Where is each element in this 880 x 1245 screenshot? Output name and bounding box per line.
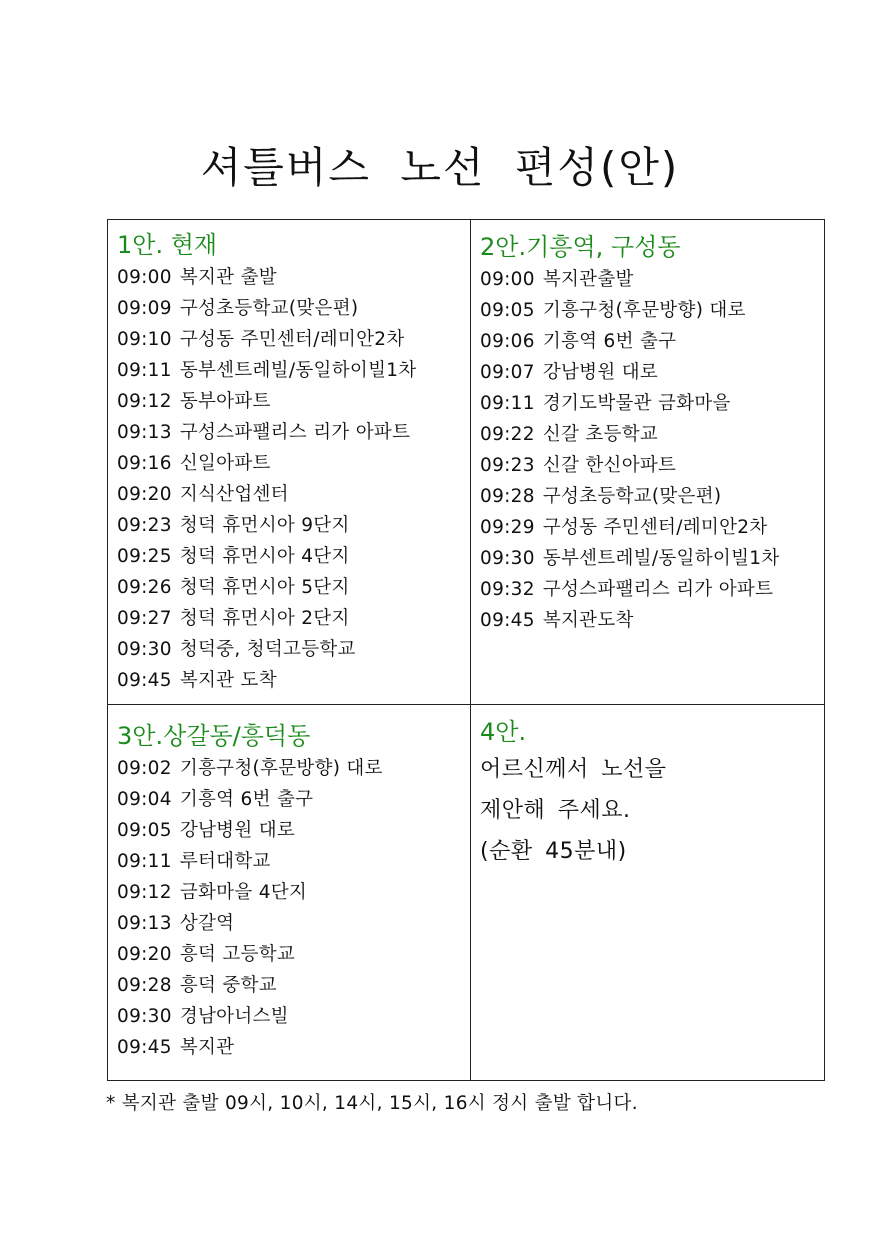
stop-place: 구성초등학교(맞은편) (179, 298, 359, 319)
stop-place: 청덕 휴먼시아 2단지 (179, 608, 350, 629)
stop-time: 09:13 (117, 422, 172, 443)
stop-place: 신갈 한신아파트 (542, 455, 677, 476)
stop-time: 09:05 (117, 820, 172, 841)
stop-time: 09:05 (480, 300, 535, 321)
stop-place: 기흥역 6번 출구 (542, 331, 677, 352)
stop-item (117, 572, 466, 603)
stop-place: 동부센트레빌/동일하이빌1차 (542, 548, 780, 569)
stop-place: 청덕 휴먼시아 4단지 (179, 546, 350, 567)
stop-time: 09:32 (480, 579, 535, 600)
stop-item (480, 574, 820, 605)
stop-time: 09:04 (117, 789, 172, 810)
stop-time: 09:30 (480, 548, 535, 569)
stop-place: 강남병원 대로 (542, 362, 659, 383)
stop-item (117, 634, 466, 665)
stop-item (117, 386, 466, 417)
stop-item (117, 665, 466, 696)
stop-time: 09:23 (480, 455, 535, 476)
route-table (107, 219, 825, 1081)
stop-place: 기흥구청(후문방향) 대로 (542, 300, 746, 321)
stop-place: 청덕 휴먼시아 9단지 (179, 515, 350, 536)
stop-time: 09:22 (480, 424, 535, 445)
stop-place: 강남병원 대로 (179, 820, 296, 841)
stop-item (117, 541, 466, 572)
plan-3-stop-list (117, 753, 466, 1063)
plan-4-line-2: 제안해 주세요. (480, 798, 631, 823)
plan-4-heading: 4안. (480, 718, 527, 746)
stop-time: 09:16 (117, 453, 172, 474)
stop-time: 09:30 (117, 639, 172, 660)
stop-place: 복지관도착 (542, 610, 634, 631)
stop-place: 구성동 주민센터/레미안2차 (179, 329, 405, 350)
stop-item (480, 450, 820, 481)
stop-item (480, 264, 820, 295)
plan-2-stop-list (480, 264, 820, 636)
stop-time: 09:45 (480, 610, 535, 631)
stop-item (117, 510, 466, 541)
stop-place: 구성동 주민센터/레미안2차 (542, 517, 768, 538)
stop-place: 지식산업센터 (179, 484, 289, 505)
stop-item (117, 1001, 466, 1032)
stop-item (117, 877, 466, 908)
stop-item (117, 355, 466, 386)
stop-item (480, 543, 820, 574)
plan-1-cell (108, 220, 471, 705)
plan-2-cell (471, 220, 825, 705)
stop-item (117, 939, 466, 970)
plan-3-cell (108, 705, 471, 1081)
stop-place: 복지관 (179, 1037, 235, 1058)
stop-time: 09:28 (117, 975, 172, 996)
stop-item (117, 448, 466, 479)
stop-time: 09:23 (117, 515, 172, 536)
stop-time: 09:12 (117, 882, 172, 903)
stop-time: 09:00 (480, 269, 535, 290)
stop-place: 동부센트레빌/동일하이빌1차 (179, 360, 417, 381)
stop-item (117, 846, 466, 877)
stop-place: 청덕중, 청덕고등학교 (179, 639, 356, 660)
plan-1-heading: 1안. 현재 (117, 231, 218, 259)
stop-item (117, 262, 466, 293)
stop-time: 09:45 (117, 1037, 172, 1058)
stop-item (480, 481, 820, 512)
stop-item (117, 417, 466, 448)
stop-time: 09:13 (117, 913, 172, 934)
stop-place: 신일아파트 (179, 453, 271, 474)
stop-time: 09:09 (117, 298, 172, 319)
stop-time: 09:10 (117, 329, 172, 350)
stop-time: 09:02 (117, 758, 172, 779)
stop-time: 09:11 (117, 851, 172, 872)
stop-item (117, 603, 466, 634)
stop-item (480, 388, 820, 419)
stop-time: 09:11 (480, 393, 535, 414)
stop-place: 경기도박물관 금화마을 (542, 393, 731, 414)
stop-time: 09:07 (480, 362, 535, 383)
stop-place: 구성스파팰리스 리가 아파트 (179, 422, 411, 443)
stop-item (480, 419, 820, 450)
plan-4-line-3: (순환 45분내) (480, 839, 627, 864)
stop-place: 경남아너스빌 (179, 1006, 289, 1027)
stop-item (480, 605, 820, 636)
stop-item (480, 295, 820, 326)
stop-item (480, 357, 820, 388)
stop-place: 동부아파트 (179, 391, 271, 412)
plan-1-stop-list (117, 262, 466, 696)
plan-2-heading: 2안.기흥역, 구성동 (480, 233, 681, 261)
stop-place: 상갈역 (179, 913, 235, 934)
stop-item (117, 970, 466, 1001)
stop-time: 09:20 (117, 484, 172, 505)
stop-time: 09:45 (117, 670, 172, 691)
plan-4-cell (471, 705, 825, 1081)
stop-place: 복지관출발 (542, 269, 634, 290)
stop-place: 흥덕 고등학교 (179, 944, 296, 965)
stop-item (117, 908, 466, 939)
stop-place: 기흥역 6번 출구 (179, 789, 314, 810)
stop-item (480, 326, 820, 357)
stop-item (117, 293, 466, 324)
stop-place: 청덕 휴먼시아 5단지 (179, 577, 350, 598)
stop-place: 구성스파팰리스 리가 아파트 (542, 579, 774, 600)
stop-item (117, 753, 466, 784)
departure-footnote: * 복지관 출발 09시, 10시, 14시, 15시, 16시 정시 출발 합니다. (106, 1093, 638, 1114)
stop-time: 09:28 (480, 486, 535, 507)
stop-item (117, 1032, 466, 1063)
stop-time: 09:11 (117, 360, 172, 381)
stop-place: 구성초등학교(맞은편) (542, 486, 722, 507)
stop-time: 09:00 (117, 267, 172, 288)
stop-time: 09:27 (117, 608, 172, 629)
stop-time: 09:12 (117, 391, 172, 412)
stop-place: 루터대학교 (179, 851, 271, 872)
stop-item (117, 324, 466, 355)
stop-time: 09:30 (117, 1006, 172, 1027)
stop-place: 신갈 초등학교 (542, 424, 659, 445)
stop-time: 09:20 (117, 944, 172, 965)
stop-item (480, 512, 820, 543)
stop-place: 흥덕 중학교 (179, 975, 277, 996)
stop-item (117, 479, 466, 510)
stop-time: 09:29 (480, 517, 535, 538)
stop-time: 09:25 (117, 546, 172, 567)
stop-place: 복지관 출발 (179, 267, 277, 288)
stop-time: 09:26 (117, 577, 172, 598)
stop-item (117, 784, 466, 815)
plan-4-line-1: 어르신께서 노선을 (480, 757, 667, 782)
stop-time: 09:06 (480, 331, 535, 352)
stop-item (117, 815, 466, 846)
stop-place: 복지관 도착 (179, 670, 277, 691)
page-title: 셔틀버스 노선 편성(안) (200, 143, 680, 192)
stop-place: 금화마을 4단지 (179, 882, 308, 903)
stop-place: 기흥구청(후문방향) 대로 (179, 758, 383, 779)
plan-3-heading: 3안.상갈동/흥덕동 (117, 722, 311, 750)
